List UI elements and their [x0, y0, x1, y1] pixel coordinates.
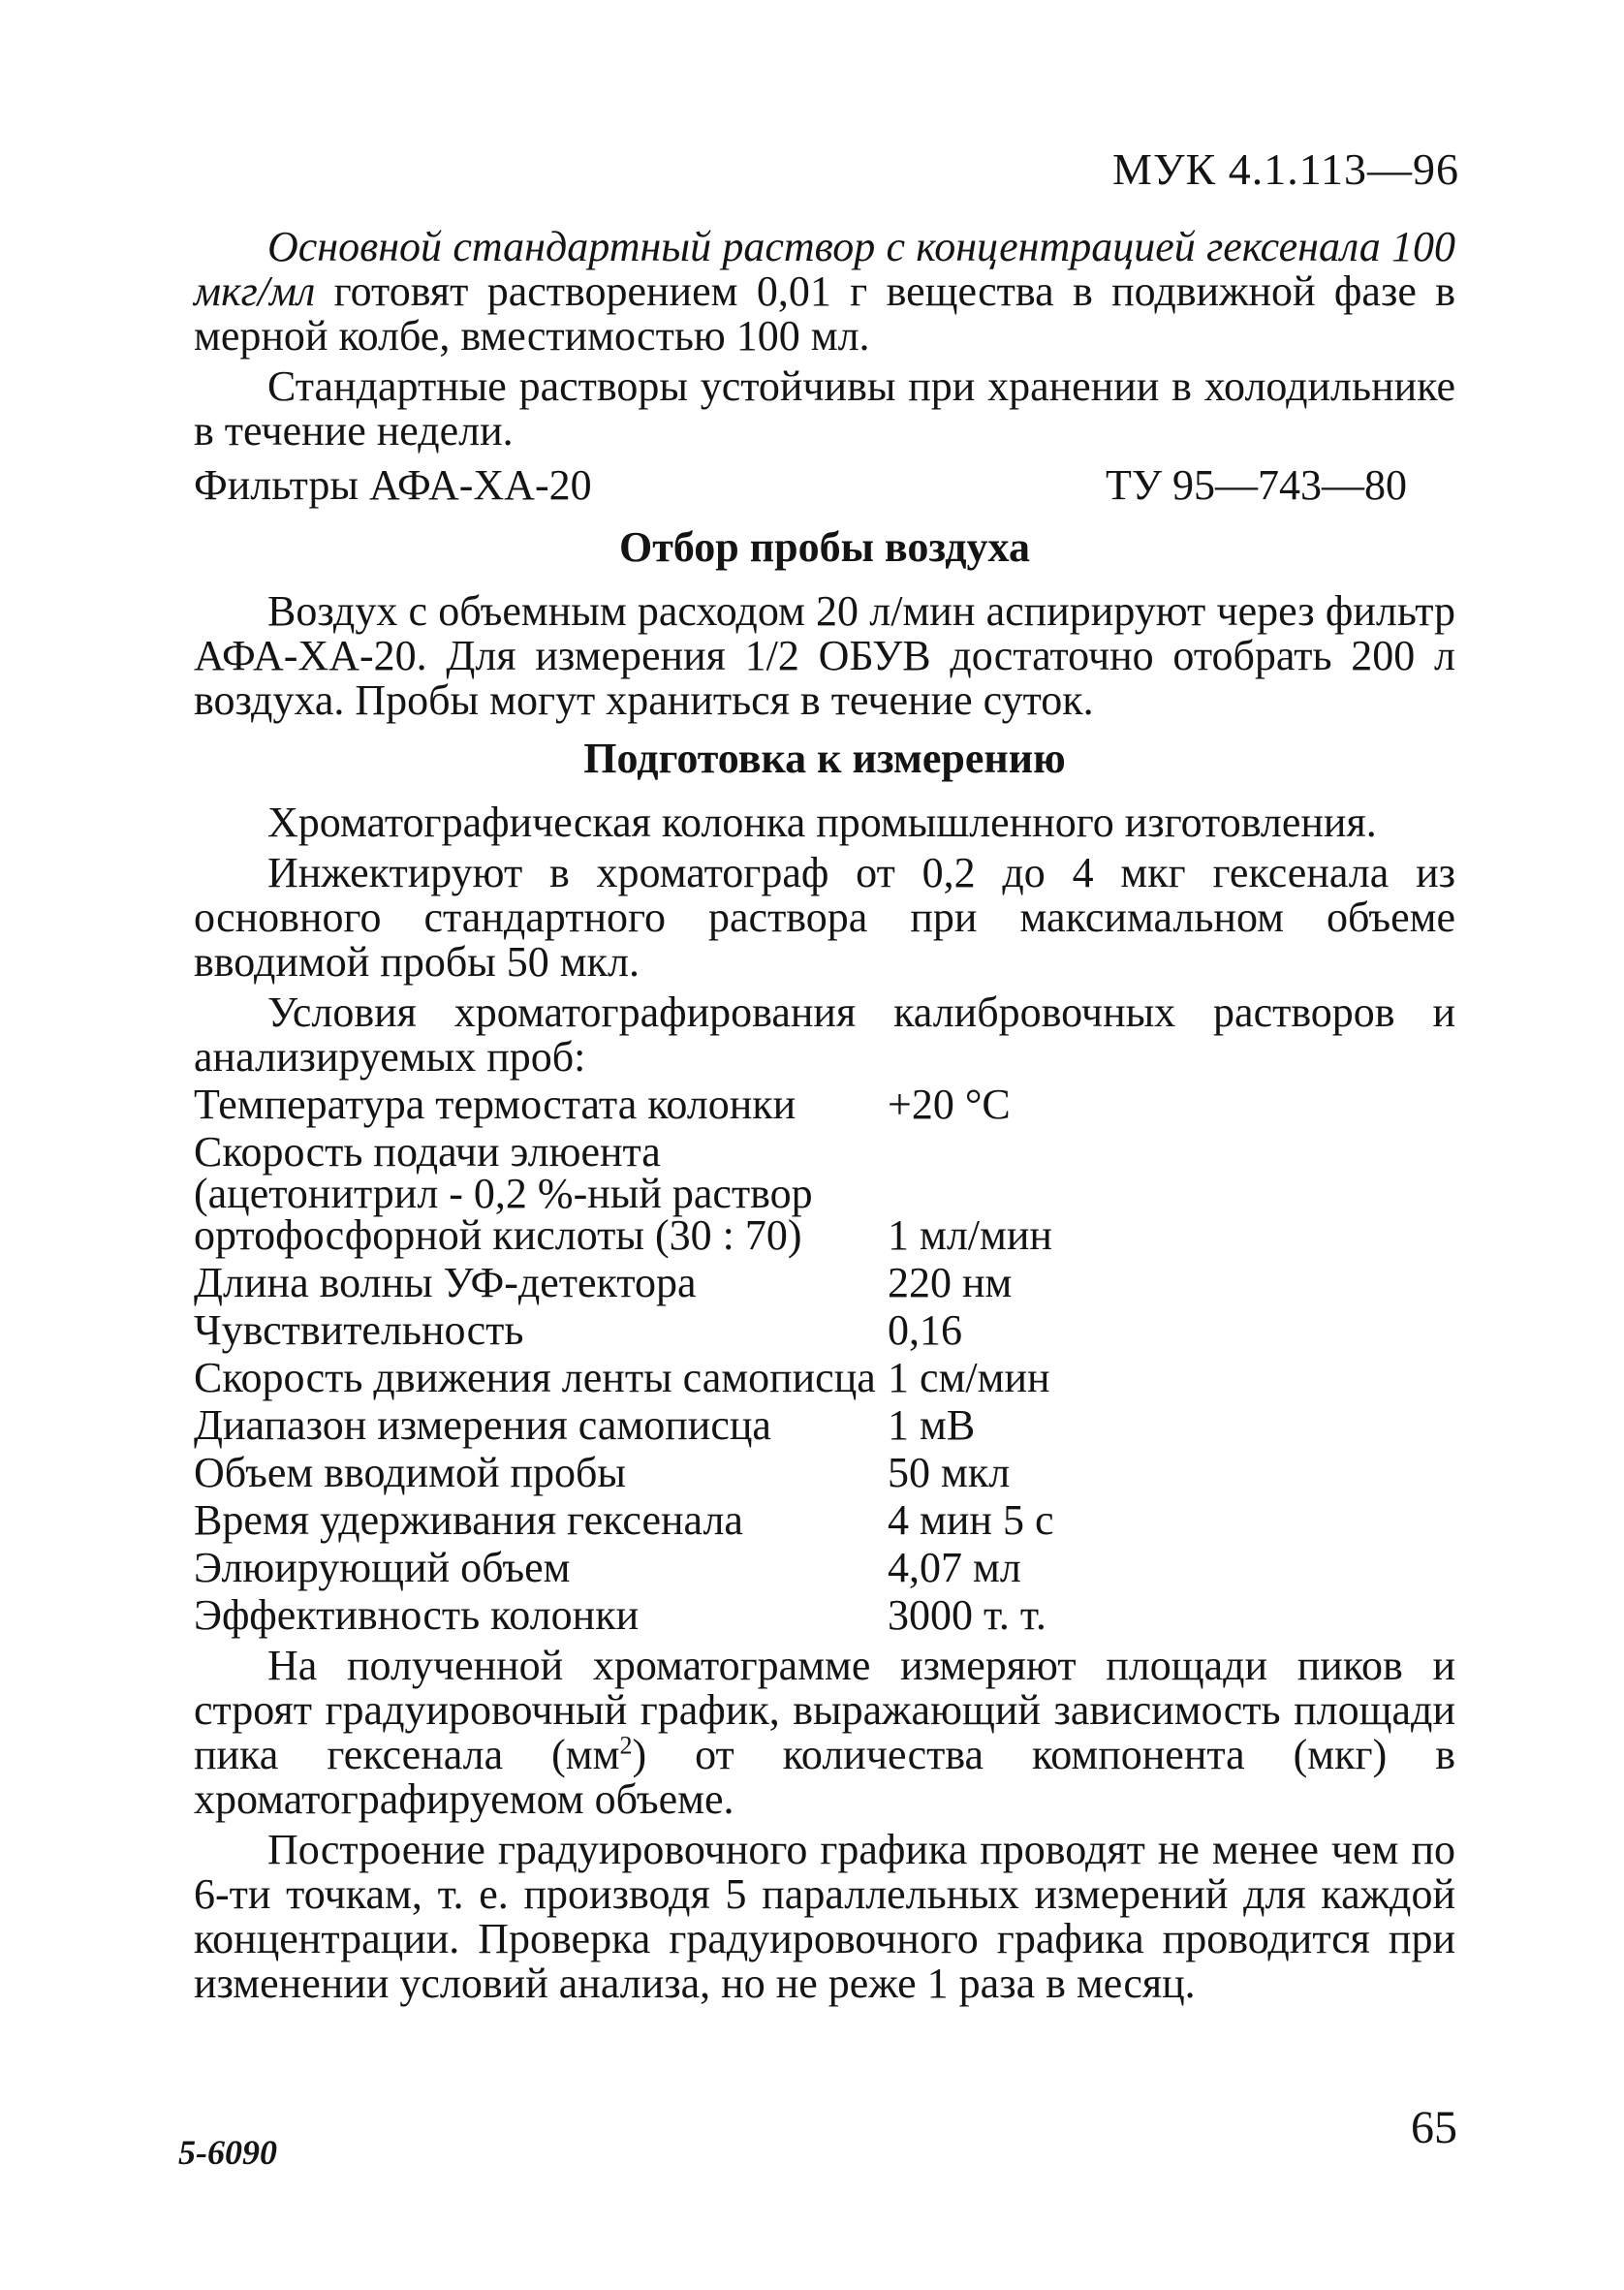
- condition-name: Скорость движения ленты самописца: [194, 1354, 876, 1401]
- paragraph-calibration: Построение градуировочного графика проводят не менее чем по 6-ти точкам, т. е. производя 5 параллельных измерений для каждой концентрации. Проверка градуировочного графика проводится при изменении условий анализа, но не реже 1 раза в месяц.: [194, 1826, 1455, 2007]
- conditions-table: [194, 1083, 1053, 1642]
- filters-spec: ТУ 95—743—80: [1105, 461, 1407, 509]
- chromatogram-text-a: На полученной хроматограмме измеряют площади пиков и строят градуировочный график, выражающий зависимость площади пика гексенала (мм: [194, 1642, 1455, 1778]
- paragraph-chromatogram: [194, 1644, 1455, 1822]
- condition-name: Чувствительность: [194, 1306, 524, 1354]
- condition-row: [194, 1309, 1053, 1357]
- condition-row: [194, 1452, 1053, 1499]
- paragraph-stability: Стандартные растворы устойчивы при хранении в холодильнике в течение недели.: [194, 362, 1455, 455]
- section-heading-preparation: Подготовка к измерению: [583, 735, 1066, 782]
- condition-value: +20 °С: [888, 1081, 1011, 1128]
- condition-name: Элюирующий объем: [194, 1544, 571, 1591]
- condition-row: [194, 1404, 1053, 1452]
- section-heading-sampling: Отбор пробы воздуха: [619, 523, 1030, 571]
- condition-row: [194, 1547, 1053, 1594]
- paragraph-injection: Инжектируют в хроматограф от 0,2 до 4 мкг гексенала из основного стандартного раствора при максимальном объеме вводимой пробы 50 мкл.: [194, 849, 1455, 986]
- condition-value: 1 см/мин: [888, 1354, 1050, 1401]
- condition-name: Объем вводимой пробы: [194, 1449, 626, 1496]
- paragraph-column: Хроматографическая колонка промышленного изготовления.: [267, 799, 1377, 846]
- condition-value: 50 мкл: [888, 1449, 1011, 1496]
- condition-name: Длина волны УФ-детектора: [194, 1259, 697, 1306]
- chromatogram-text-b: ) от количества компонента (мкг) в хроматографируемом объеме.: [194, 1731, 1455, 1823]
- filters-name: Фильтры АФА-ХА-20: [194, 461, 592, 509]
- superscript-two: 2: [619, 1731, 633, 1760]
- condition-name: Диапазон измерения самописца: [194, 1401, 771, 1449]
- condition-row: [194, 1357, 1053, 1404]
- footer-print-code: 5-6090: [178, 2133, 277, 2172]
- condition-value: 0,16: [888, 1306, 962, 1354]
- condition-row: [194, 1083, 1053, 1131]
- condition-row: [194, 1594, 1053, 1642]
- paragraph-stock-solution: [194, 225, 1455, 359]
- condition-row: [194, 1262, 1053, 1309]
- condition-row: [194, 1131, 1053, 1262]
- stock-solution-italic: Основной стандартный раствор с концентрацией гексенала 100 мкг/мл: [194, 223, 1455, 315]
- condition-value: 1 мВ: [888, 1401, 976, 1449]
- document-body: [194, 225, 1455, 2012]
- condition-name: Температура термостата колонки: [194, 1081, 796, 1128]
- paragraph-conditions-intro: Условия хроматографирования калибровочных растворов и анализируемых проб:: [194, 988, 1455, 1081]
- stock-solution-rest: готовят растворением 0,01 г вещества в подвижной фазе в мерной колбе, вместимостью 100 мл.: [194, 267, 1455, 360]
- condition-row: [194, 1499, 1053, 1547]
- document-code-header: МУК 4.1.113—96: [1112, 144, 1459, 194]
- condition-value: 4 мин 5 с: [888, 1496, 1054, 1544]
- condition-name: Эффективность колонки: [194, 1591, 640, 1639]
- condition-value: 3000 т. т.: [888, 1591, 1046, 1639]
- condition-value: 4,07 мл: [888, 1544, 1021, 1591]
- condition-name: Время удерживания гексенала: [194, 1496, 743, 1544]
- condition-name: Скорость подачи элюента (ацетонитрил - 0,2 %-ный раствор ортофосфорной кислоты (30 : 70): [194, 1128, 813, 1259]
- paragraph-sampling: Воздух с объемным расходом 20 л/мин аспирируют через фильтр АФА-ХА-20. Для измерения 1/2 ОБУВ достаточно отобрать 200 л воздуха. Пробы могут храниться в течение суток.: [194, 587, 1455, 724]
- condition-value: 220 нм: [888, 1259, 1013, 1306]
- condition-value: 1 мл/мин: [888, 1211, 1052, 1259]
- page-number: 65: [1411, 2102, 1457, 2153]
- filters-line: [194, 463, 1455, 508]
